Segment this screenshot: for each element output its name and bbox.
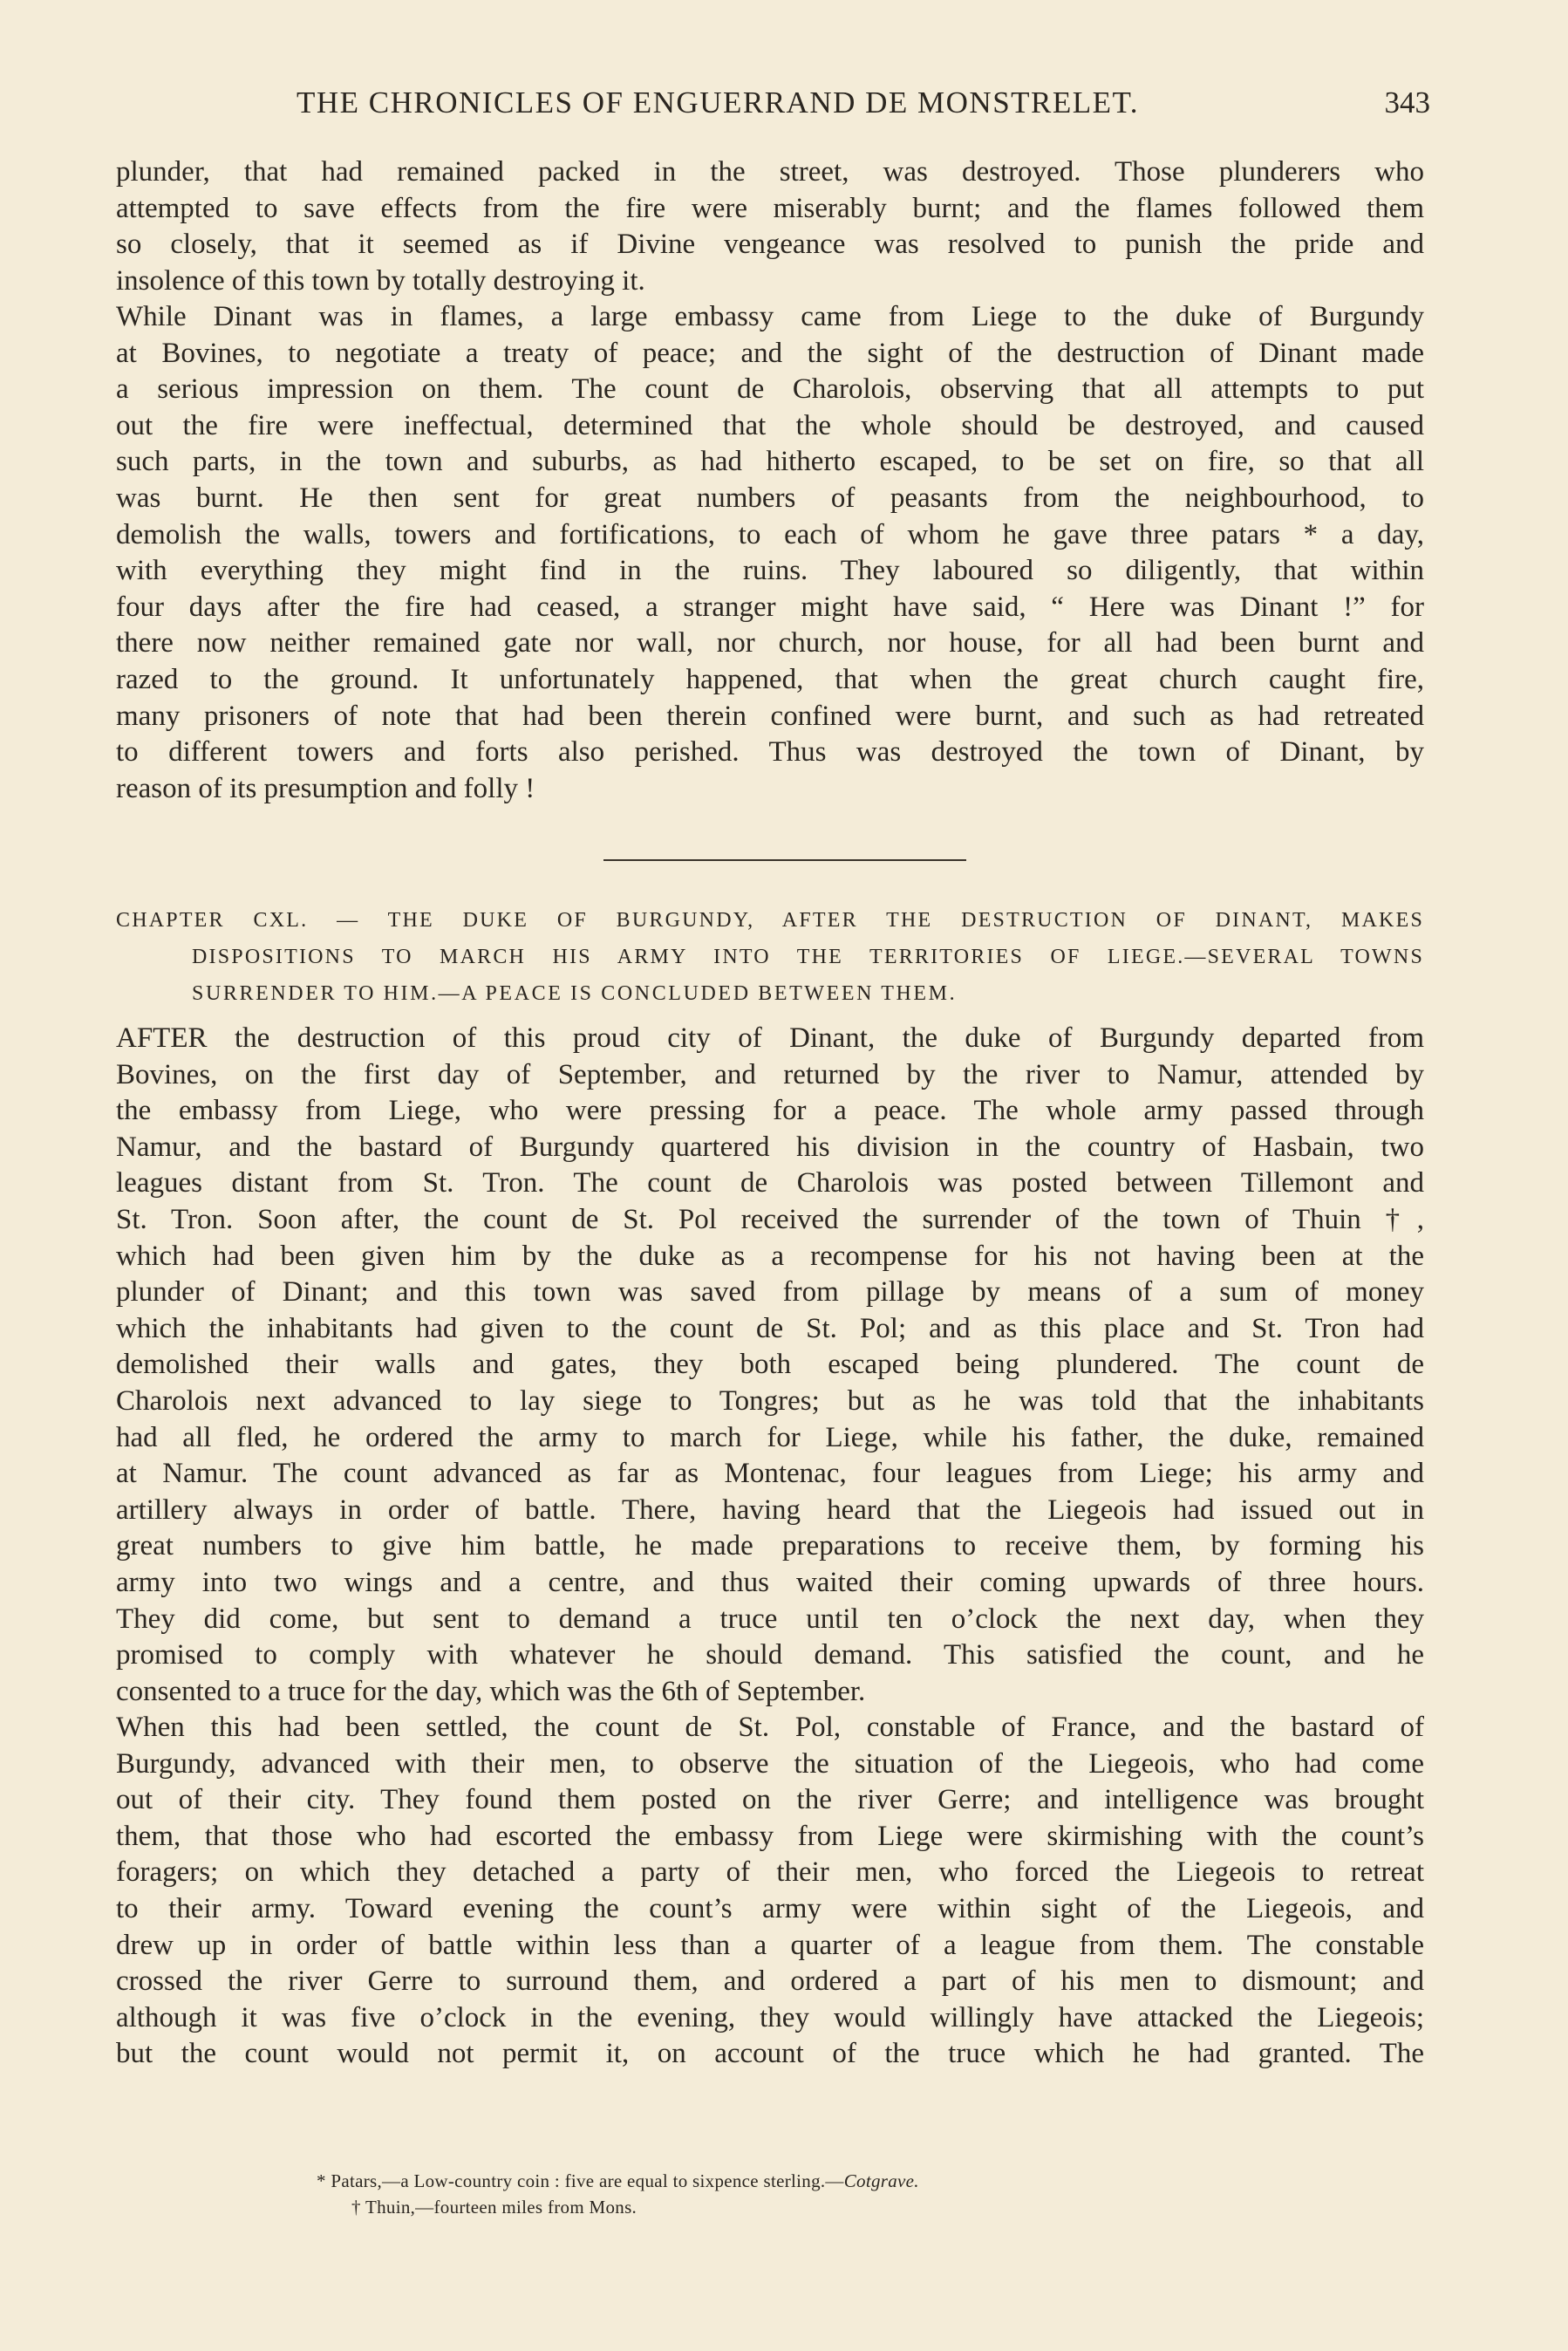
text-line: Burgundy, advanced with their men, to observe the situation of the Liegeois, who had come	[116, 1747, 1424, 1780]
text-line: with everything they might find in the ruins. They laboured so diligently, that within	[116, 555, 1424, 587]
text-line: Bovines, on the first day of September, and returned by the river to Namur, attended by	[116, 1058, 1424, 1090]
text-line: such parts, in the town and suburbs, as had hitherto escaped, to be set on fire, so that all	[116, 446, 1424, 478]
text-line: promised to comply with whatever he should demand. This satisfied the count, and he	[116, 1639, 1424, 1671]
text-line: demolish the walls, towers and fortifications, to each of whom he gave three patars * a day,	[116, 518, 1424, 550]
text-line: so closely, that it seemed as if Divine vengeance was resolved to punish the pride and	[116, 229, 1424, 261]
text-line: the embassy from Liege, who were pressing for a peace. The whole army passed through	[116, 1095, 1424, 1127]
text-line: demolished their walls and gates, they both escaped being plundered. The count de	[116, 1349, 1424, 1381]
text-line: many prisoners of note that had been therein confined were burnt, and such as had retreated	[116, 700, 1424, 732]
text-line: drew up in order of battle within less than a quarter of a league from them. The constable	[116, 1929, 1424, 1961]
text-line: four days after the fire had ceased, a stranger might have said, “ Here was Dinant !” for	[116, 591, 1424, 623]
text-line: Namur, and the bastard of Burgundy quartered his division in the country of Hasbain, two	[116, 1131, 1424, 1163]
section-divider	[603, 859, 966, 861]
text-line: When this had been settled, the count de St. Pol, constable of France, and the bastard of	[116, 1712, 1424, 1743]
paragraph-settled	[116, 1710, 1424, 2073]
text-line: was burnt. He then sent for great numbers of peasants from the neighbourhood, to	[116, 482, 1424, 514]
text-line: foragers; on which they detached a party of their men, who forced the Liegeois to retreat	[116, 1856, 1424, 1889]
footnote-thuin: † Thuin,—fourteen miles from Mons.	[351, 2197, 637, 2218]
paragraph-continued	[116, 154, 1424, 299]
text-line: had all fled, he ordered the army to march for Liege, while his father, the duke, remained	[116, 1421, 1424, 1453]
footnote-source: Cotgrave.	[843, 2170, 919, 2191]
text-line: there now neither remained gate nor wall, nor church, nor house, for all had been burnt and	[116, 627, 1424, 660]
text-line: although it was five o’clock in the evening, they would willingly have attacked the Liegeois;	[116, 2001, 1424, 2033]
text-line: at Bovines, to negotiate a treaty of peace; and the sight of the destruction of Dinant made	[116, 337, 1424, 369]
text-line: but the count would not permit it, on account of the truce which he had granted. The	[116, 2038, 1424, 2070]
text-line: a serious impression on them. The count de Charolois, observing that all attempts to put	[116, 373, 1424, 406]
text-line: Charolois next advanced to lay siege to Tongres; but as he was told that the inhabitants	[116, 1384, 1424, 1417]
page-number: 343	[1384, 85, 1430, 120]
text-line: St. Tron. Soon after, the count de St. Pol received the surrender of the town of Thuin †,	[116, 1203, 1424, 1235]
text-line: consented to a truce for the day, which was the 6th of September.	[116, 1675, 866, 1707]
text-line: out of their city. They found them posted on the river Gerre; and intelligence was brought	[116, 1784, 1424, 1816]
text-line: attempted to save effects from the fire were miserably burnt; and the flames followed them	[116, 192, 1424, 224]
paragraph-after-destruction	[116, 1021, 1424, 1710]
text-line: razed to the ground. It unfortunately happened, that when the great church caught fire,	[116, 663, 1424, 695]
running-head	[122, 85, 1430, 129]
text-line: to their army. Toward evening the count’s army were within sight of the Liegeois, and	[116, 1892, 1424, 1924]
chapter-heading-line: DISPOSITIONS TO MARCH HIS ARMY INTO THE TERRITORIES OF LIEGE.—SEVERAL TOWNS	[192, 946, 1424, 968]
text-line: great numbers to give him battle, he made preparations to receive them, by forming his	[116, 1530, 1424, 1562]
text-line: at Namur. The count advanced as far as Montenac, four leagues from Liege; his army and	[116, 1458, 1424, 1490]
text-line: crossed the river Gerre to surround them, and ordered a part of his men to dismount; and	[116, 1965, 1424, 1998]
text-line: While Dinant was in flames, a large embassy came from Liege to the duke of Burgundy	[116, 301, 1424, 332]
text-line: plunder of Dinant; and this town was saved from pillage by means of a sum of money	[116, 1276, 1424, 1309]
text-line: leagues distant from St. Tron. The count de Charolois was posted between Tillemont and	[116, 1167, 1424, 1199]
chapter-heading-line: SURRENDER TO HIM.—A PEACE IS CONCLUDED BETWEEN THEM.	[192, 982, 958, 1005]
chapter-heading	[116, 902, 1424, 1012]
footnotes	[317, 2168, 1276, 2220]
text-line: They did come, but sent to demand a truce until ten o’clock the next day, when they	[116, 1603, 1424, 1635]
text-line: AFTER the destruction of this proud city of Dinant, the duke of Burgundy departed from	[116, 1022, 1424, 1054]
running-title: THE CHRONICLES OF ENGUERRAND DE MONSTRELET.	[297, 85, 1140, 120]
text-line: out the fire were ineffectual, determined that the whole should be destroyed, and caused	[116, 409, 1424, 441]
chapter-heading-line: CHAPTER CXL. — THE DUKE OF BURGUNDY, AFTER THE DESTRUCTION OF DINANT, MAKES	[116, 909, 1424, 932]
text-line: reason of its presumption and folly !	[116, 772, 535, 804]
text-line: to different towers and forts also perished. Thus was destroyed the town of Dinant, by	[116, 736, 1424, 769]
paragraph-dinant-flames	[116, 299, 1424, 807]
text-line: which the inhabitants had given to the count de St. Pol; and as this place and St. Tron had	[116, 1312, 1424, 1344]
text-line: insolence of this town by totally destroying it.	[116, 264, 645, 297]
text-line: artillery always in order of battle. There, having heard that the Liegeois had issued out in	[116, 1493, 1424, 1526]
footnote-text: * Patars,—a Low-country coin : five are equal to sixpence sterling.—	[317, 2170, 844, 2191]
text-line: army into two wings and a centre, and thus waited their coming upwards of three hours.	[116, 1566, 1424, 1598]
text-line: which had been given him by the duke as a recompense for his not having been at the	[116, 1240, 1424, 1272]
text-line: them, that those who had escorted the embassy from Liege were skirmishing with the count’s	[116, 1820, 1424, 1852]
text-line: plunder, that had remained packed in the street, was destroyed. Those plunderers who	[116, 156, 1424, 188]
footnote-patars	[317, 2168, 1276, 2194]
